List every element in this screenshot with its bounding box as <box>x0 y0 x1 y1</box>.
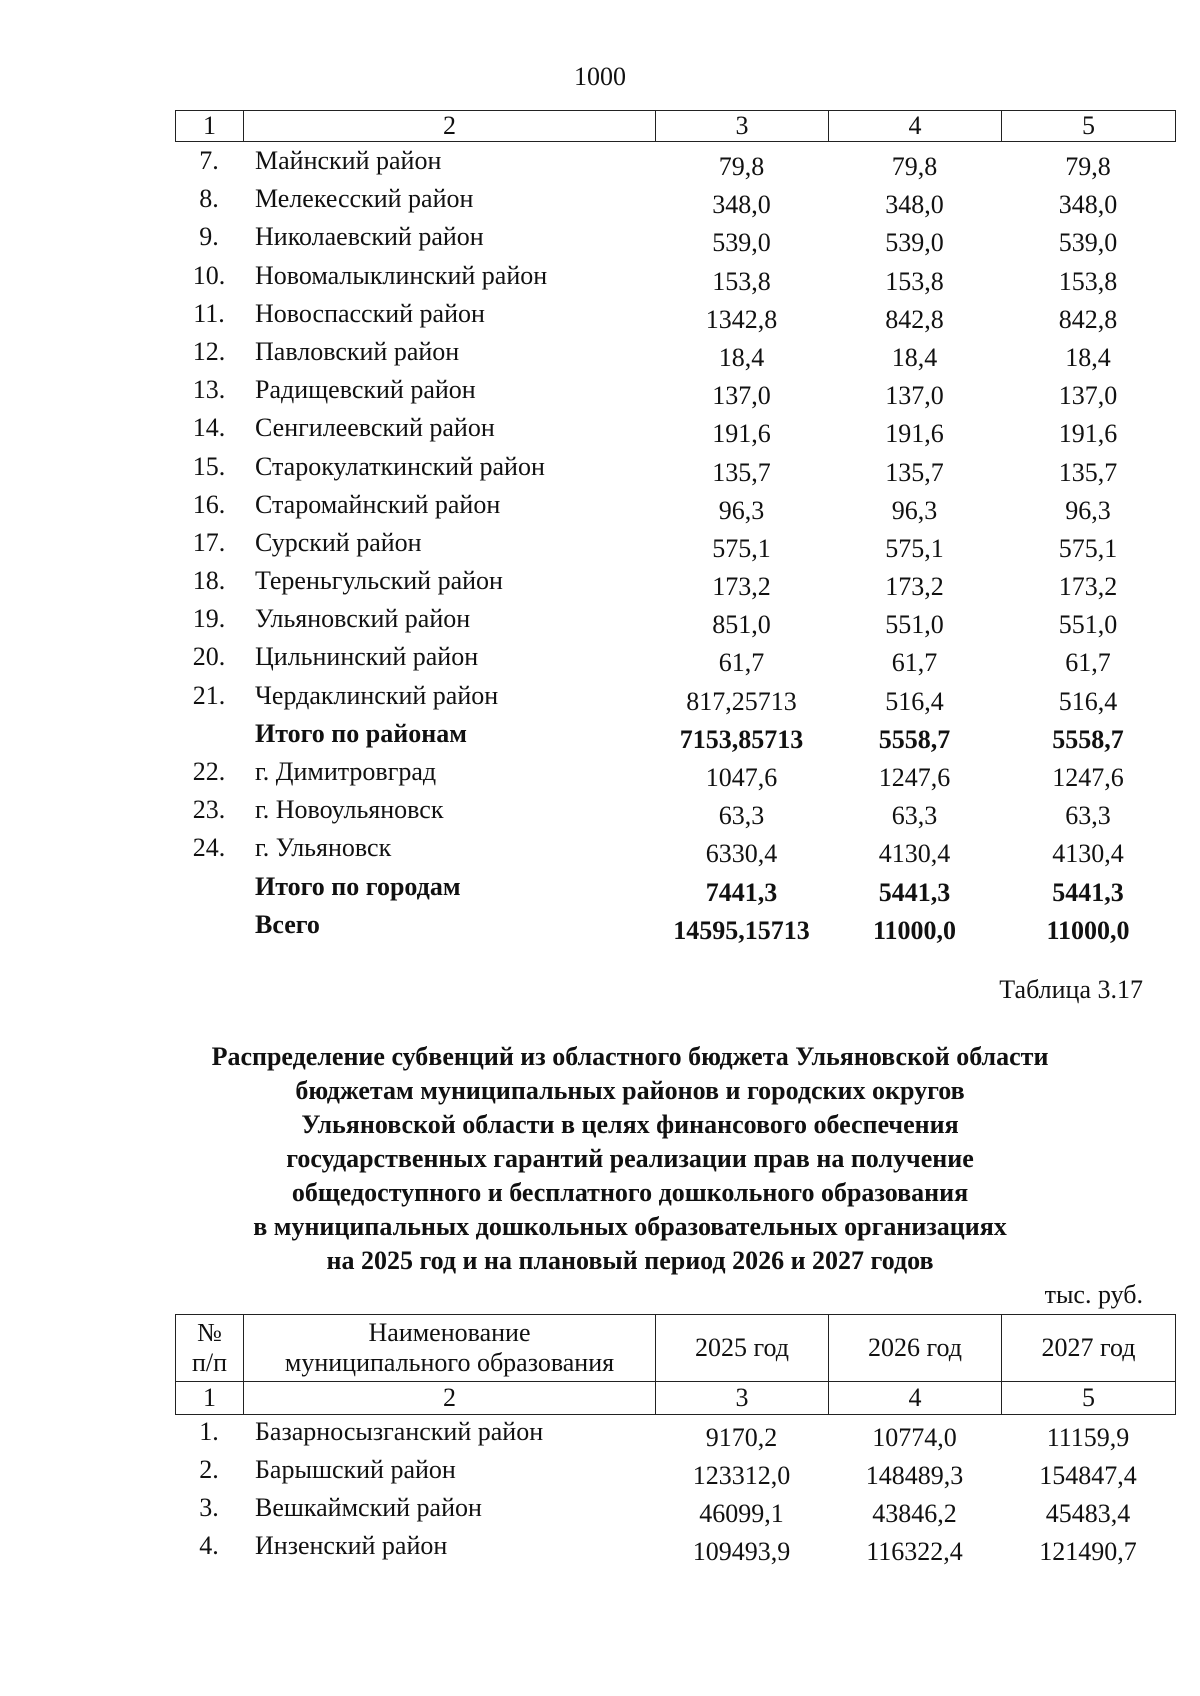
table-row <box>175 526 1175 564</box>
row-value-year1: 135,7 <box>712 457 771 487</box>
header-name-line1: Наименование <box>368 1318 531 1347</box>
row-value-year3: 1247,6 <box>1052 763 1124 792</box>
table-row <box>175 870 1175 908</box>
table-row <box>175 908 1175 946</box>
col-num-1: 1 <box>176 1382 244 1415</box>
header-number-line1: № <box>197 1318 222 1347</box>
row-number: 1. <box>199 1417 219 1446</box>
row-value-year3: 96,3 <box>1065 495 1111 525</box>
header-number-line2: п/п <box>191 1348 228 1377</box>
row-value-year3: 45483,4 <box>1045 1499 1131 1528</box>
row-value-year3: 154847,4 <box>1039 1461 1137 1490</box>
col-num-5: 5 <box>1002 1382 1176 1415</box>
col-num-2: 2 <box>244 111 656 142</box>
row-number: 22. <box>192 757 226 786</box>
row-name: Барышский район <box>255 1455 456 1484</box>
table-row <box>175 1529 1175 1567</box>
row-value-year2: 116322,4 <box>866 1537 963 1566</box>
row-name: Радищевский район <box>255 375 476 405</box>
table-row <box>175 335 1175 373</box>
table-row <box>175 679 1175 717</box>
row-name: г. Новоульяновск <box>255 795 444 825</box>
row-name: Цильнинский район <box>255 642 479 672</box>
title-line: бюджетам муниципальных районов и городских округов <box>295 1076 965 1105</box>
row-value-year1: 14595,15713 <box>673 915 810 945</box>
table-row <box>175 793 1175 831</box>
row-number: 8. <box>199 184 219 214</box>
table-row <box>175 1491 1175 1529</box>
row-number: 20. <box>192 642 226 672</box>
row-value-year2: 79,8 <box>891 152 938 181</box>
row-value-year1: 7153,85713 <box>679 724 804 754</box>
row-number: 9. <box>199 222 219 252</box>
row-number: 18. <box>192 566 226 596</box>
row-value-year1: 123312,0 <box>692 1461 791 1490</box>
title-line: государственных гарантий реализации прав на получение <box>286 1144 974 1173</box>
row-name: Павловский район <box>255 336 460 366</box>
row-name: Новоспасский район <box>255 298 485 328</box>
row-name: Сенгилеевский район <box>255 413 495 443</box>
row-number: 15. <box>192 451 226 481</box>
row-value-year2: 135,7 <box>885 457 944 487</box>
row-value-year2: 516,4 <box>885 686 944 716</box>
table-row <box>175 1415 1175 1453</box>
row-number: 11. <box>193 298 225 328</box>
header-name <box>244 1315 656 1382</box>
row-value-year2: 153,8 <box>885 266 944 296</box>
row-name: Чердаклинский район <box>255 680 499 710</box>
row-number: 23. <box>192 795 226 825</box>
table2-header <box>175 1314 1176 1415</box>
row-name: Старомайнский район <box>255 489 501 519</box>
row-value-year1: 63,3 <box>718 801 765 831</box>
row-number: 2. <box>199 1455 219 1484</box>
row-value-year3: 348,0 <box>1058 190 1118 220</box>
table-title <box>150 1040 1110 1278</box>
row-value-year2: 191,6 <box>885 419 944 449</box>
row-value-year2: 10774,0 <box>872 1423 957 1452</box>
col-num-4: 4 <box>829 1382 1002 1415</box>
row-name: Вешкаймский район <box>255 1493 482 1522</box>
row-value-year3: 5441,3 <box>1052 877 1124 907</box>
row-value-year1: 1047,6 <box>705 763 778 792</box>
row-value-year1: 173,2 <box>712 572 771 602</box>
row-value-year2: 63,3 <box>891 801 938 831</box>
row-number: 12. <box>192 336 226 366</box>
row-number: 21. <box>192 680 226 710</box>
table-row <box>175 259 1175 297</box>
row-value-year2: 137,0 <box>885 381 944 411</box>
row-value-year3: 191,6 <box>1058 419 1118 449</box>
header-2027: 2027 год <box>1002 1315 1176 1382</box>
row-value-year1: 1342,8 <box>705 304 778 334</box>
row-value-year1: 46099,1 <box>699 1499 784 1528</box>
row-value-year2: 5558,7 <box>878 724 951 754</box>
row-value-year1: 7441,3 <box>705 877 778 907</box>
col-num-2: 2 <box>244 1382 656 1415</box>
row-value-year1: 6330,4 <box>705 839 778 869</box>
row-number: 19. <box>192 604 226 634</box>
table-row <box>175 602 1175 640</box>
row-value-year2: 551,0 <box>885 610 944 640</box>
row-value-year2: 148489,3 <box>865 1461 964 1490</box>
row-name: Итого по городам <box>255 871 461 901</box>
row-number: 14. <box>192 413 226 443</box>
table-row <box>175 640 1175 678</box>
row-value-year3: 575,1 <box>1058 533 1118 563</box>
row-number <box>175 870 243 872</box>
row-name: Мелекесский район <box>255 184 474 214</box>
table2-body <box>175 1415 1175 1567</box>
row-value-year2: 18,4 <box>891 342 938 372</box>
row-value-year1: 191,6 <box>712 419 771 449</box>
row-number: 10. <box>192 260 226 290</box>
row-value-year3: 121490,7 <box>1039 1537 1137 1566</box>
table-row <box>175 755 1175 793</box>
row-name: Сурский район <box>255 527 422 557</box>
col-num-3: 3 <box>656 1382 829 1415</box>
row-value-year1: 348,0 <box>712 190 771 220</box>
row-value-year1: 79,8 <box>718 152 765 181</box>
row-value-year3: 11000,0 <box>1046 915 1130 945</box>
row-value-year3: 11159,9 <box>1046 1423 1130 1452</box>
row-name: Майнский район <box>255 146 442 175</box>
row-value-year1: 9170,2 <box>705 1423 778 1452</box>
title-line: Распределение субвенций из областного бюджета Ульяновской области <box>211 1042 1049 1071</box>
col-num-3: 3 <box>656 111 829 142</box>
table-label: Таблица 3.17 <box>999 975 1143 1004</box>
table-row <box>175 373 1175 411</box>
row-value-year1: 18,4 <box>718 342 765 372</box>
row-name: Новомалыклинский район <box>255 260 548 290</box>
row-name: Итого по районам <box>255 718 467 748</box>
row-value-year3: 61,7 <box>1065 648 1111 678</box>
row-value-year3: 842,8 <box>1058 304 1118 334</box>
row-number: 13. <box>192 375 226 405</box>
row-value-year3: 137,0 <box>1058 381 1118 411</box>
title-line: Ульяновской области в целях финансового обеспечения <box>301 1110 959 1139</box>
row-number <box>175 717 243 719</box>
row-value-year3: 63,3 <box>1065 801 1111 831</box>
header-name-line2: муниципального образования <box>284 1348 615 1377</box>
table-row <box>175 182 1175 220</box>
row-name: Старокулаткинский район <box>255 451 545 481</box>
row-value-year3: 539,0 <box>1058 228 1118 258</box>
units-label: тыс. руб. <box>1044 1280 1143 1309</box>
row-value-year1: 153,8 <box>712 266 771 296</box>
table1-body <box>175 144 1175 946</box>
row-value-year2: 575,1 <box>885 533 944 563</box>
table-row <box>175 411 1175 449</box>
row-number: 4. <box>199 1531 219 1560</box>
row-value-year3: 516,4 <box>1058 686 1118 716</box>
title-line: общедоступного и бесплатного дошкольного образования <box>291 1178 969 1207</box>
row-value-year3: 153,8 <box>1058 266 1118 296</box>
table-row <box>175 488 1175 526</box>
row-name: г. Ульяновск <box>255 833 392 863</box>
row-value-year2: 5441,3 <box>878 877 951 907</box>
row-value-year2: 11000,0 <box>872 915 957 945</box>
row-value-year2: 173,2 <box>885 572 944 602</box>
row-value-year1: 61,7 <box>718 648 765 678</box>
row-number: 7. <box>199 146 219 175</box>
header-number <box>176 1315 244 1382</box>
row-value-year2: 1247,6 <box>878 763 951 792</box>
row-value-year2: 96,3 <box>891 495 938 525</box>
row-value-year2: 4130,4 <box>878 839 951 869</box>
row-value-year1: 539,0 <box>712 228 771 258</box>
row-value-year1: 96,3 <box>718 495 765 525</box>
row-value-year3: 173,2 <box>1058 572 1118 602</box>
row-number: 3. <box>199 1493 219 1522</box>
row-value-year3: 551,0 <box>1058 610 1118 640</box>
col-num-1: 1 <box>176 111 244 142</box>
row-value-year2: 43846,2 <box>872 1499 957 1528</box>
table-row <box>175 717 1175 755</box>
row-value-year3: 135,7 <box>1058 457 1118 487</box>
table1-column-numbers <box>175 110 1176 142</box>
row-name: Всего <box>255 909 320 939</box>
row-value-year2: 539,0 <box>885 228 944 258</box>
row-value-year2: 61,7 <box>891 648 938 678</box>
row-name: Ульяновский район <box>255 604 471 634</box>
col-num-4: 4 <box>829 111 1002 142</box>
row-value-year3: 79,8 <box>1065 152 1111 181</box>
table-row <box>175 220 1175 258</box>
row-value-year1: 817,25713 <box>686 686 797 716</box>
row-number: 24. <box>192 833 226 863</box>
row-value-year1: 851,0 <box>712 610 771 640</box>
col-num-5: 5 <box>1002 111 1176 142</box>
row-number <box>175 908 243 910</box>
header-2025: 2025 год <box>656 1315 829 1382</box>
row-value-year1: 109493,9 <box>692 1537 791 1566</box>
table-row <box>175 564 1175 602</box>
table-row <box>175 297 1175 335</box>
row-value-year1: 575,1 <box>712 533 771 563</box>
row-number: 16. <box>192 489 226 519</box>
page-number: 1000 <box>574 62 626 91</box>
table-row <box>175 1453 1175 1491</box>
row-name: Базарносызганский район <box>255 1417 544 1446</box>
table-row <box>175 144 1175 182</box>
row-value-year3: 5558,7 <box>1052 724 1124 754</box>
row-name: г. Димитровград <box>255 757 437 786</box>
table-row <box>175 831 1175 869</box>
row-value-year2: 842,8 <box>885 304 944 334</box>
title-line: в муниципальных дошкольных образовательных организациях <box>253 1212 1007 1241</box>
row-number: 17. <box>192 527 226 557</box>
row-name: Инзенский район <box>255 1531 448 1560</box>
row-value-year1: 137,0 <box>712 381 771 411</box>
header-2026: 2026 год <box>829 1315 1002 1382</box>
row-name: Тереньгульский район <box>255 566 503 596</box>
table-row <box>175 450 1175 488</box>
title-line: на 2025 год и на плановый период 2026 и 2027 годов <box>326 1246 934 1275</box>
row-name: Николаевский район <box>255 222 484 252</box>
row-value-year3: 4130,4 <box>1052 839 1124 869</box>
row-value-year3: 18,4 <box>1065 342 1111 372</box>
row-value-year2: 348,0 <box>885 190 944 220</box>
